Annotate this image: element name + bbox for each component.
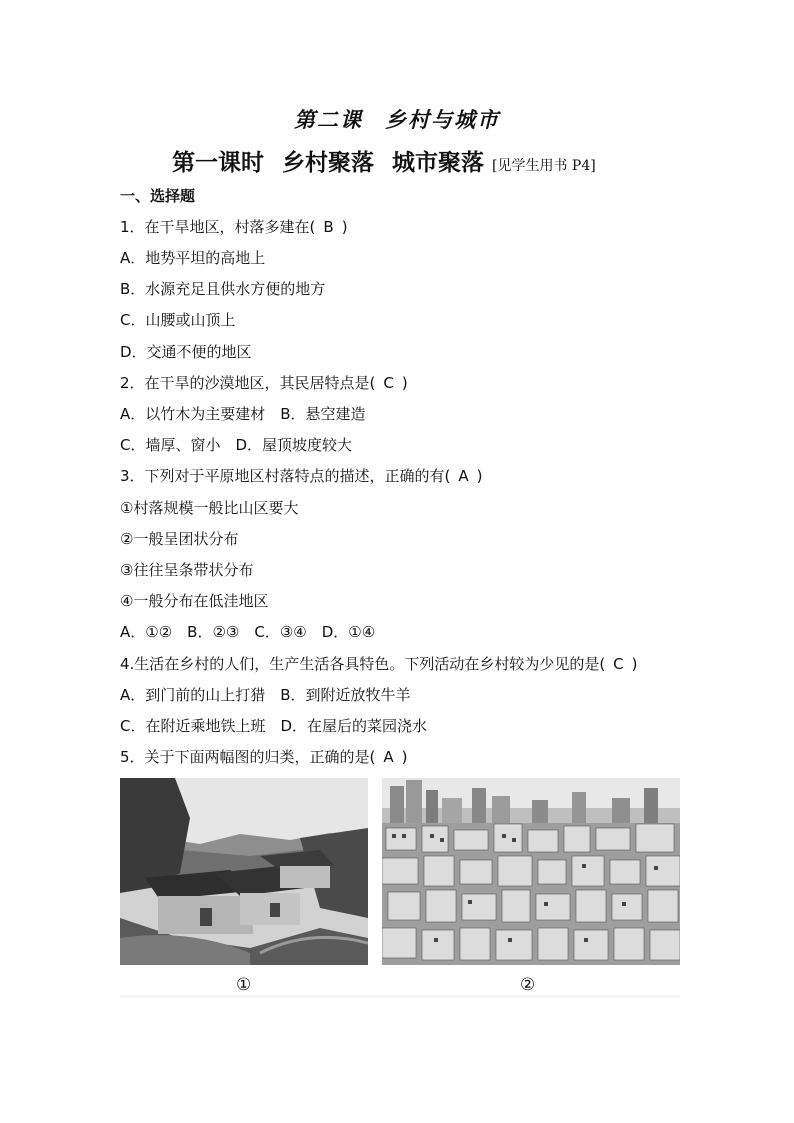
city-photo-icon: [382, 778, 680, 965]
textbook-reference: [见学生用书 P4]: [492, 158, 596, 174]
q1-option-b: B．水源充足且供水方便的地方: [120, 280, 326, 298]
q1-option-d: D．交通不便的地区: [120, 343, 252, 361]
q2-options-cd: C．墙厚、窗小 D．屋顶坡度较大: [120, 436, 353, 454]
q3-options: A．①② B．②③ C．③④ D．①④: [120, 623, 376, 641]
answer-5: A: [383, 748, 394, 766]
question-3-stem: 3．下列对于平原地区村落特点的描述，正确的有( A ): [120, 467, 483, 485]
q3-statement-3: ③往往呈条带状分布: [120, 561, 254, 579]
lesson-prefix: 第二课: [294, 107, 363, 132]
answer-3: A: [458, 467, 469, 485]
figure-2-label: ②: [520, 975, 536, 995]
q2-options-ab: A．以竹木为主要建材 B．悬空建造: [120, 405, 366, 423]
caption-underline: [120, 995, 680, 998]
topic-rural: 乡村聚落: [282, 150, 374, 176]
topic-urban: 城市聚落: [392, 150, 484, 176]
figure-1-label: ①: [236, 975, 252, 995]
q1-option-a: A．地势平坦的高地上: [120, 249, 266, 267]
q4-options-cd: C．在附近乘地铁上班 D．在屋后的菜园浇水: [120, 717, 428, 735]
section-heading: 一、选择题: [120, 187, 196, 205]
question-5-stem: 5．关于下面两幅图的归类，正确的是( A ): [120, 748, 408, 766]
lesson-name: 乡村与城市: [385, 107, 500, 132]
lesson-title: [0, 104, 794, 134]
q4-options-ab: A．到门前的山上打猎 B．到附近放牧牛羊: [120, 686, 411, 704]
village-photo: [120, 778, 368, 965]
q3-statement-1: ①村落规模一般比山区要大: [120, 499, 299, 517]
question-2-stem: 2．在干旱的沙漠地区，其民居特点是( C ): [120, 374, 408, 392]
question-4-stem: 4.生活在乡村的人们，生产生活各具特色。下列活动在乡村较为少见的是( C ): [120, 655, 638, 673]
answer-1: B: [323, 218, 334, 236]
city-photo: [382, 778, 680, 965]
answer-4: C: [613, 655, 624, 673]
question-1-stem: 1．在干旱地区，村落多建在( B ): [120, 218, 348, 236]
period-label: 第一课时: [172, 150, 264, 176]
q1-option-c: C．山腰或山顶上: [120, 311, 236, 329]
answer-2: C: [383, 374, 394, 392]
q3-statement-2: ②一般呈团状分布: [120, 530, 239, 548]
q3-statement-4: ④一般分布在低洼地区: [120, 592, 269, 610]
period-title: [172, 144, 596, 177]
village-photo-icon: [120, 778, 368, 965]
